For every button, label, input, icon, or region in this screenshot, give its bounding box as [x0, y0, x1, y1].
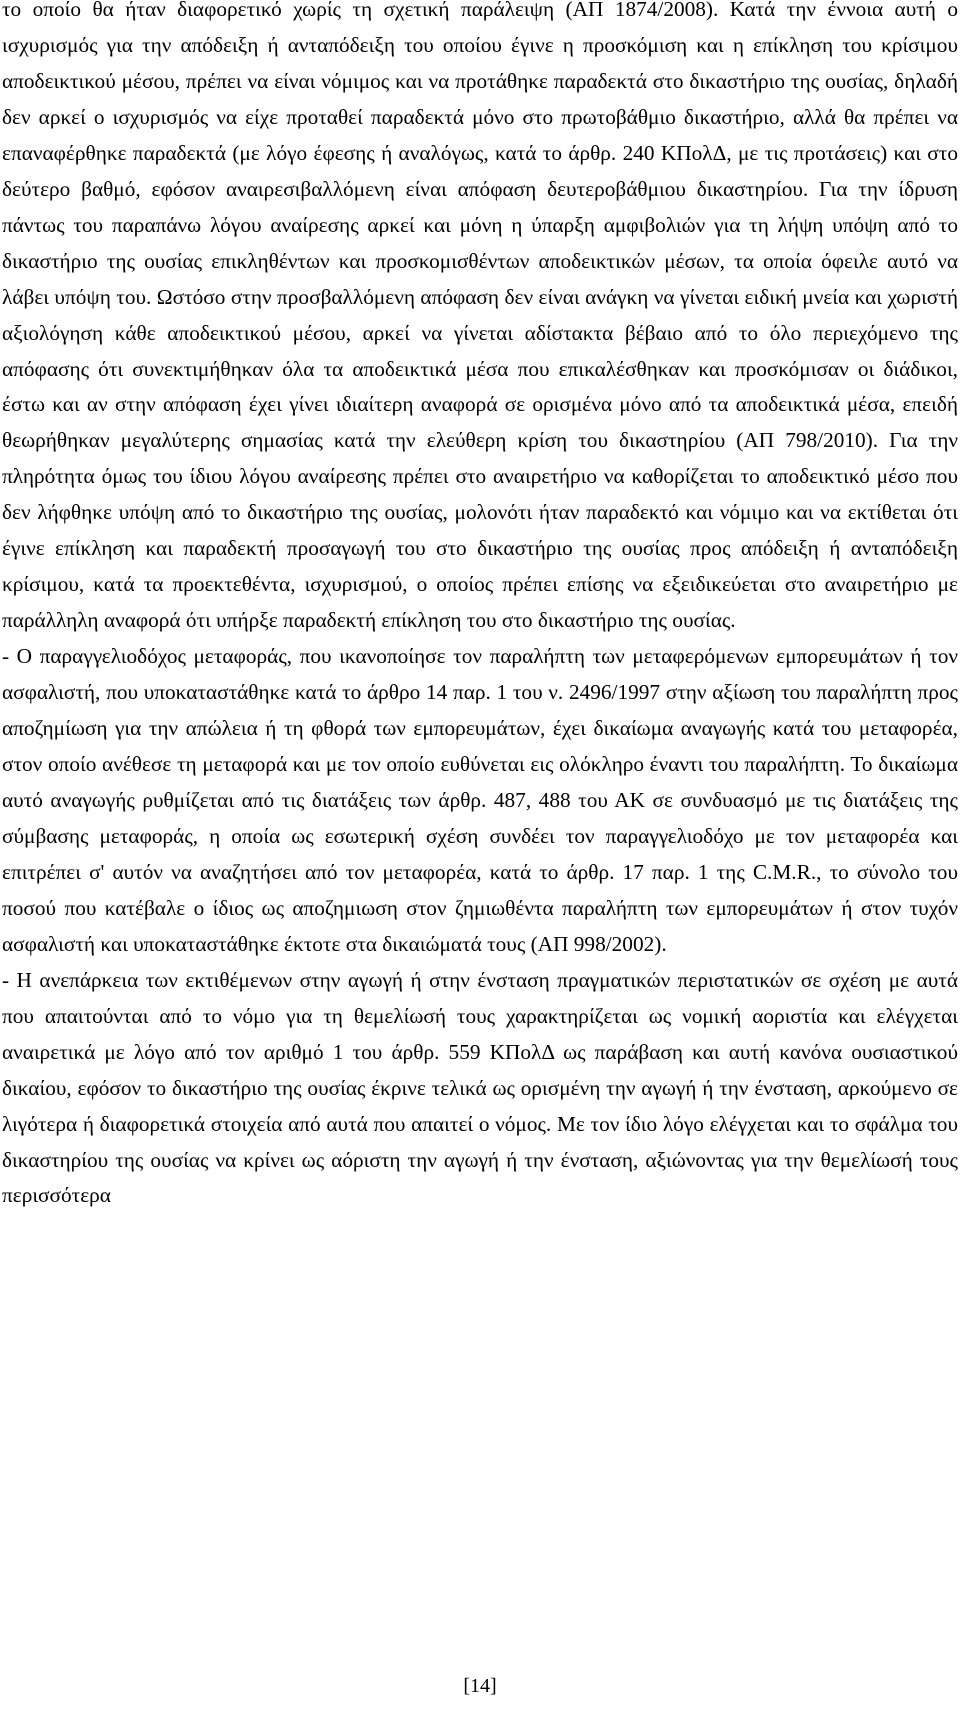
page-number: [14] [463, 1675, 497, 1697]
paragraph-evidence-review: το οποίο θα ήταν διαφορετικό χωρίς τη σχετική παράλειψη (ΑΠ 1874/2008). Κατά την έννοια αυτή ο ισχυρισμός για την απόδειξη ή ανταπόδειξη του οποίου έγινε η προσκόμιση και η επίκληση του κρίσιμου αποδεικτικού μέσου, πρέπει να είναι νόμιμος και να προτάθηκε παραδεκτά στο δικαστήριο της ουσίας, δηλαδή δεν αρκεί ο ισχυρισμός να είχε προταθεί παραδεκτά μόνο στο πρωτοβάθμιο δικαστήριο, αλλά θα πρέπει να επαναφέρθηκε παραδεκτά (με λόγο έφεσης ή αναλόγως, κατά το άρθρ. 240 ΚΠολΔ, με τις προτάσεις) και στο δεύτερο βαθμό, εφόσον αναιρεσιβαλλόμενη είναι απόφαση δευτεροβάθμιου δικαστηρίου. Για την ίδρυση πάντως του παραπάνω λόγου αναίρεσης αρκεί και μόνη η ύπαρξη αμφιβολιών για τη λήψη υπόψη από το δικαστήριο της ουσίας επικληθέντων και προσκομισθέντων αποδεικτικών μέσων, τα οποία όφειλε αυτό να λάβει υπόψη του. Ωστόσο στην προσβαλλόμενη απόφαση δεν είναι ανάγκη να γίνεται ειδική μνεία και χωριστή αξιολόγηση κάθε αποδεικτικού μέσου, αρκεί να γίνεται αδίστακτα βέβαιο από το όλο περιεχόμενο της απόφασης ότι συνεκτιμήθηκαν όλα τα αποδεικτικά μέσα που επικαλέσθηκαν και προσκόμισαν οι διάδικοι, έστω και αν στην απόφαση έχει γίνει ιδιαίτερη αναφορά σε ορισμένα μόνο από τα αποδεικτικά μέσα, επειδή θεωρήθηκαν μεγαλύτερης σημασίας κατά την ελεύθερη κρίση του δικαστηρίου (ΑΠ 798/2010). Για την πληρότητα όμως του ίδιου λόγου αναίρεσης πρέπει στο αναιρετήριο να καθορίζεται το αποδεικτικό μέσο που δεν λήφθηκε υπόψη από το δικαστήριο της ουσίας, μολονότι ήταν παραδεκτό και νόμιμο και να εκτίθεται ότι έγινε επίκληση και παραδεκτή προσαγωγή του στο δικαστήριο της ουσίας προς απόδειξη ή ανταπόδειξη κρίσιμου, κατά τα προεκτεθέντα, ισχυρισμού, ο οποίος πρέπει επίσης να εξειδικεύεται στο αναιρετήριο με παράλληλη αναφορά ότι υπήρξε παραδεκτή επίκληση του στο δικαστήριο της ουσίας. [2, 0, 958, 633]
body-text [2, 0, 958, 1214]
paragraph-freight-forwarder-recourse: - Ο παραγγελιοδόχος μεταφοράς, που ικανοποίησε τον παραλήπτη των μεταφερόμενων εμπορευμάτων ή τον ασφαλιστή, που υποκαταστάθηκε κατά το άρθρο 14 παρ. 1 του ν. 2496/1997 στην αξίωση του παραλήπτη προς αποζημίωση για την απώλεια ή τη φθορά των εμπορευμάτων, έχει δικαίωμα αναγωγής κατά του μεταφορέα, στον οποίο ανέθεσε τη μεταφορά και με τον οποίο ευθύνεται εις ολόκληρο έναντι του παραλήπτη. Το δικαίωμα αυτό αναγωγής ρυθμίζεται από τις διατάξεις των άρθρ. 487, 488 του ΑΚ σε συνδυασμό με τις διατάξεις της σύμβασης μεταφοράς, η οποία ως εσωτερική σχέση συνδέει τον παραγγελιοδόχο με τον μεταφορέα και επιτρέπει σ' αυτόν να αναζητήσει από τον μεταφορέα, κατά το άρθρ. 17 παρ. 1 της C.M.R., το σύνολο του ποσού που κατέβαλε ο ίδιος ως αποζημιωση στον ζημιωθέντα παραλήπτη των εμπορευμάτων ή στον τυχόν ασφαλιστή και υποκαταστάθηκε έκτοτε στα δικαιώματά τους (ΑΠ 998/2002). [2, 644, 958, 956]
paragraph-legal-vagueness: - Η ανεπάρκεια των εκτιθέμενων στην αγωγή ή στην ένσταση πραγματικών περιστατικών σε σχέση με αυτά που απαιτούνται από το νόμο για τη θεμελίωσή τους χαρακτηρίζεται ως νομική αοριστία και ελέγχεται αναιρετικά με λόγο από τον αριθμό 1 του άρθρ. 559 ΚΠολΔ ως παράβαση και αυτή κανόνα ουσιαστικού δικαίου, εφόσον το δικαστήριο της ουσίας έκρινε τελικά ως ορισμένη την αγωγή ή την ένσταση, αρκούμενο σε λιγότερα ή διαφορετικά στοιχεία από αυτά που απαιτεί ο νόμος. Με τον ίδιο λόγο ελέγχεται και το σφάλμα του δικαστηρίου της ουσίας να κρίνει ως αόριστη την αγωγή ή την ένσταση, αξιώνοντας για την θεμελίωσή τους περισσότερα [2, 967, 958, 1208]
